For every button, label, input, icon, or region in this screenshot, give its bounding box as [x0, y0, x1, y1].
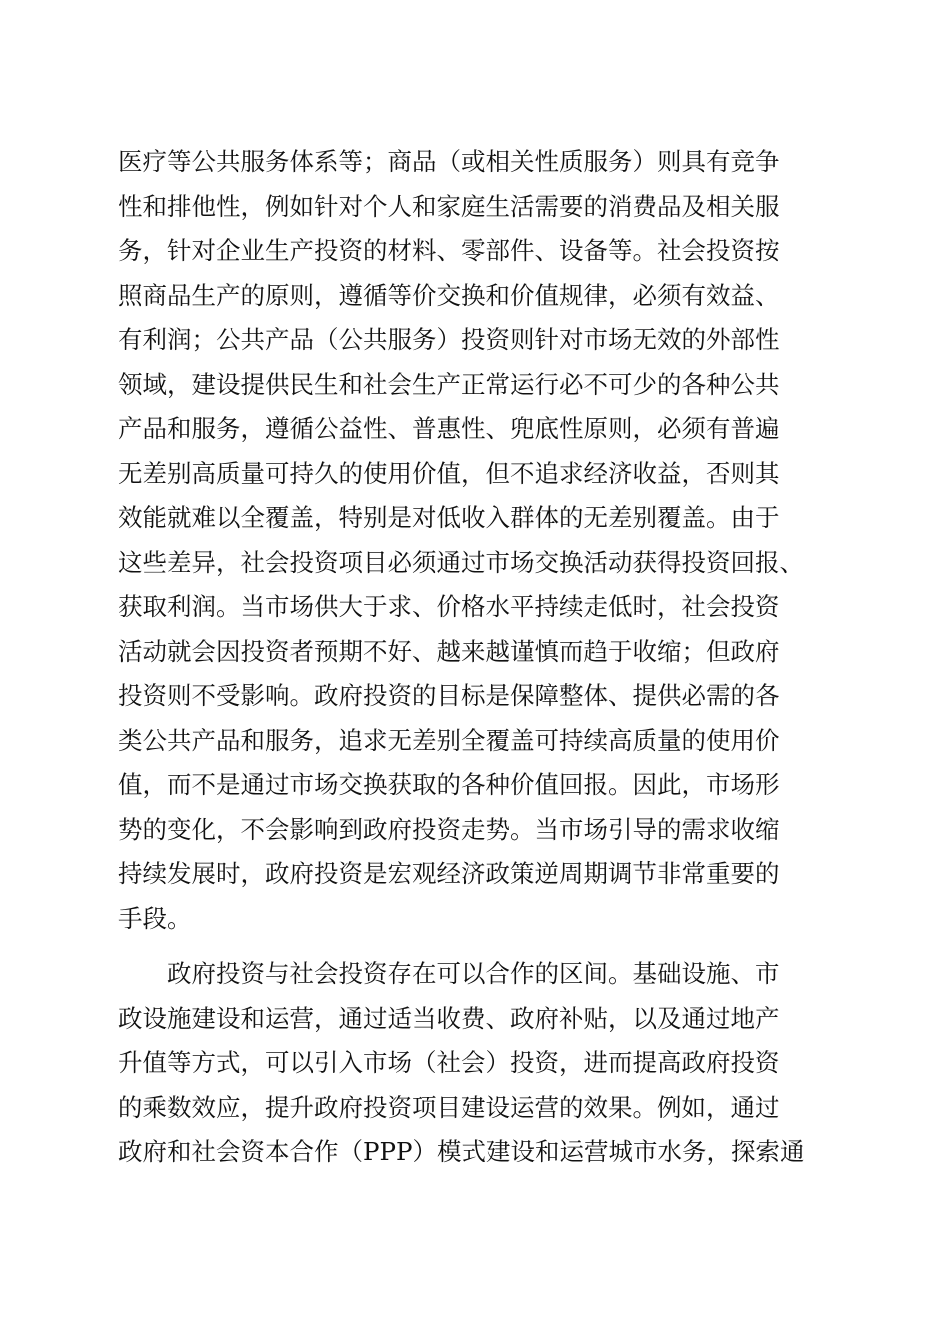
text-line: 升值等方式，可以引入市场（社会）投资，进而提高政府投资 [118, 1048, 780, 1077]
text-line: 政府和社会资本合作（PPP）模式建设和运营城市水务，探索通 [118, 1137, 805, 1166]
text-line: 产品和服务，遵循公益性、普惠性、兜底性原则，必须有普遍 [118, 414, 780, 443]
body-text [118, 140, 838, 1175]
text-line: 获取利润。当市场供大于求、价格水平持续走低时，社会投资 [118, 592, 780, 621]
text-line: 政府投资与社会投资存在可以合作的区间。基础设施、市 [118, 959, 780, 988]
text-line: 务，针对企业生产投资的材料、零部件、设备等。社会投资按 [118, 236, 780, 265]
text-line: 势的变化，不会影响到政府投资走势。当市场引导的需求收缩 [118, 814, 780, 844]
text-line: 政设施建设和运营，通过适当收费、政府补贴，以及通过地产 [118, 1003, 780, 1033]
text-line: 性和排他性，例如针对个人和家庭生活需要的消费品及相关服 [118, 191, 780, 221]
text-line: 值，而不是通过市场交换获取的各种价值回报。因此，市场形 [118, 770, 780, 799]
text-line: 类公共产品和服务，追求无差别全覆盖可持续高质量的使用价 [118, 725, 780, 755]
text-line: 投资则不受影响。政府投资的目标是保障整体、提供必需的各 [118, 681, 780, 710]
text-line: 这些差异，社会投资项目必须通过市场交换活动获得投资回报、 [118, 547, 804, 577]
text-line: 的乘数效应，提升政府投资项目建设运营的效果。例如，通过 [118, 1092, 780, 1122]
text-line: 有利润；公共产品（公共服务）投资则针对市场无效的外部性 [118, 325, 780, 354]
text-line: 无差别高质量可持久的使用价值，但不追求经济收益，否则其 [118, 458, 780, 488]
text-line: 领域，建设提供民生和社会生产正常运行必不可少的各种公共 [118, 369, 780, 399]
text-line: 活动就会因投资者预期不好、越来越谨慎而趋于收缩；但政府 [118, 636, 780, 666]
text-line: 照商品生产的原则，遵循等价交换和价值规律，必须有效益、 [118, 280, 780, 310]
text-line: 持续发展时，政府投资是宏观经济政策逆周期调节非常重要的 [118, 859, 780, 888]
paragraph-gap [118, 941, 838, 952]
text-line: 效能就难以全覆盖，特别是对低收入群体的无差别覆盖。由于 [118, 503, 780, 532]
text-line: 手段。 [118, 903, 192, 933]
text-line: 医疗等公共服务体系等；商品（或相关性质服务）则具有竞争 [118, 147, 780, 176]
